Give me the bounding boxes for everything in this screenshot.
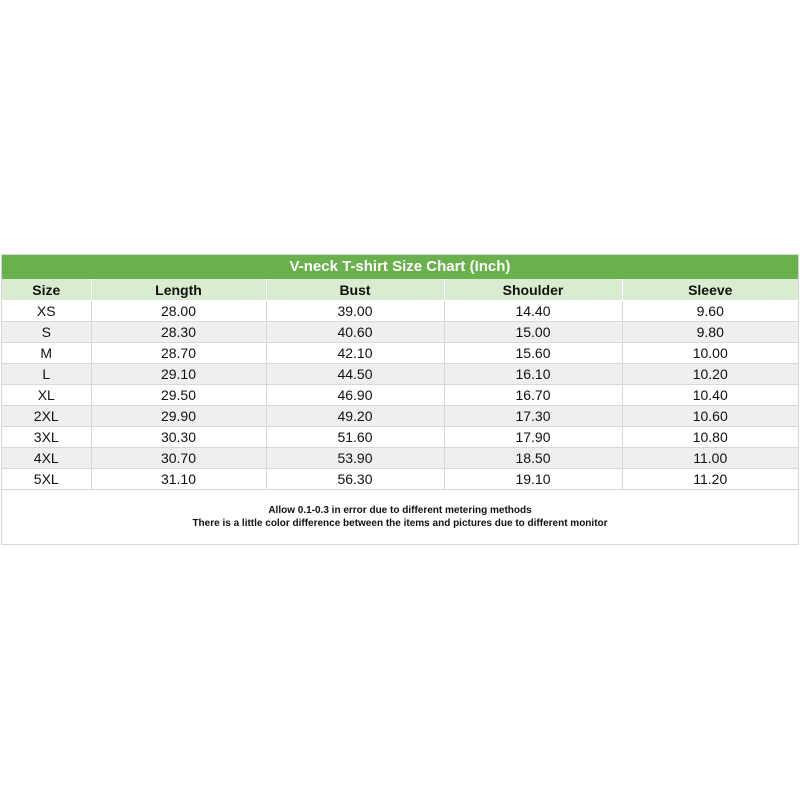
notes	[2, 490, 798, 530]
cell-shoulder: 17.90	[444, 427, 622, 448]
cell-shoulder: 15.00	[444, 322, 622, 343]
cell-bust: 53.90	[266, 448, 444, 469]
cell-length: 31.10	[91, 469, 266, 490]
column-header-length: Length	[91, 279, 266, 301]
cell-shoulder: 16.10	[444, 364, 622, 385]
cell-sleeve: 9.60	[622, 301, 798, 322]
cell-length: 30.70	[91, 448, 266, 469]
column-header-shoulder: Shoulder	[444, 279, 622, 301]
cell-shoulder: 16.70	[444, 385, 622, 406]
cell-length: 28.30	[91, 322, 266, 343]
cell-size: 2XL	[2, 406, 91, 427]
size-chart	[1, 254, 799, 545]
table-row	[2, 385, 798, 406]
size-table	[2, 279, 798, 490]
table-row	[2, 364, 798, 385]
cell-bust: 42.10	[266, 343, 444, 364]
cell-sleeve: 9.80	[622, 322, 798, 343]
cell-bust: 40.60	[266, 322, 444, 343]
chart-title: V-neck T-shirt Size Chart (Inch)	[2, 255, 798, 279]
cell-sleeve: 11.00	[622, 448, 798, 469]
cell-length: 29.10	[91, 364, 266, 385]
cell-size: 3XL	[2, 427, 91, 448]
cell-length: 30.30	[91, 427, 266, 448]
cell-bust: 51.60	[266, 427, 444, 448]
cell-shoulder: 18.50	[444, 448, 622, 469]
column-header-size: Size	[2, 279, 91, 301]
cell-sleeve: 10.20	[622, 364, 798, 385]
cell-size: 4XL	[2, 448, 91, 469]
cell-size: L	[2, 364, 91, 385]
cell-size: 5XL	[2, 469, 91, 490]
cell-sleeve: 10.40	[622, 385, 798, 406]
cell-sleeve: 10.00	[622, 343, 798, 364]
cell-shoulder: 15.60	[444, 343, 622, 364]
cell-shoulder: 17.30	[444, 406, 622, 427]
cell-bust: 46.90	[266, 385, 444, 406]
column-header-sleeve: Sleeve	[622, 279, 798, 301]
cell-size: S	[2, 322, 91, 343]
cell-length: 29.90	[91, 406, 266, 427]
note-line: Allow 0.1-0.3 in error due to different metering methods	[268, 505, 532, 516]
note-line: There is a little color difference between the items and pictures due to different monitor	[192, 518, 608, 529]
table-body	[2, 301, 798, 490]
cell-size: M	[2, 343, 91, 364]
cell-length: 28.70	[91, 343, 266, 364]
cell-size: XL	[2, 385, 91, 406]
table-row	[2, 301, 798, 322]
cell-bust: 44.50	[266, 364, 444, 385]
cell-sleeve: 10.60	[622, 406, 798, 427]
table-row	[2, 469, 798, 490]
column-header-bust: Bust	[266, 279, 444, 301]
cell-sleeve: 10.80	[622, 427, 798, 448]
table-row	[2, 322, 798, 343]
table-row	[2, 427, 798, 448]
cell-bust: 49.20	[266, 406, 444, 427]
cell-sleeve: 11.20	[622, 469, 798, 490]
table-row	[2, 406, 798, 427]
table-row	[2, 343, 798, 364]
cell-bust: 56.30	[266, 469, 444, 490]
cell-shoulder: 19.10	[444, 469, 622, 490]
cell-length: 28.00	[91, 301, 266, 322]
cell-length: 29.50	[91, 385, 266, 406]
cell-size: XS	[2, 301, 91, 322]
cell-shoulder: 14.40	[444, 301, 622, 322]
table-row	[2, 448, 798, 469]
cell-bust: 39.00	[266, 301, 444, 322]
header-row	[2, 279, 798, 301]
